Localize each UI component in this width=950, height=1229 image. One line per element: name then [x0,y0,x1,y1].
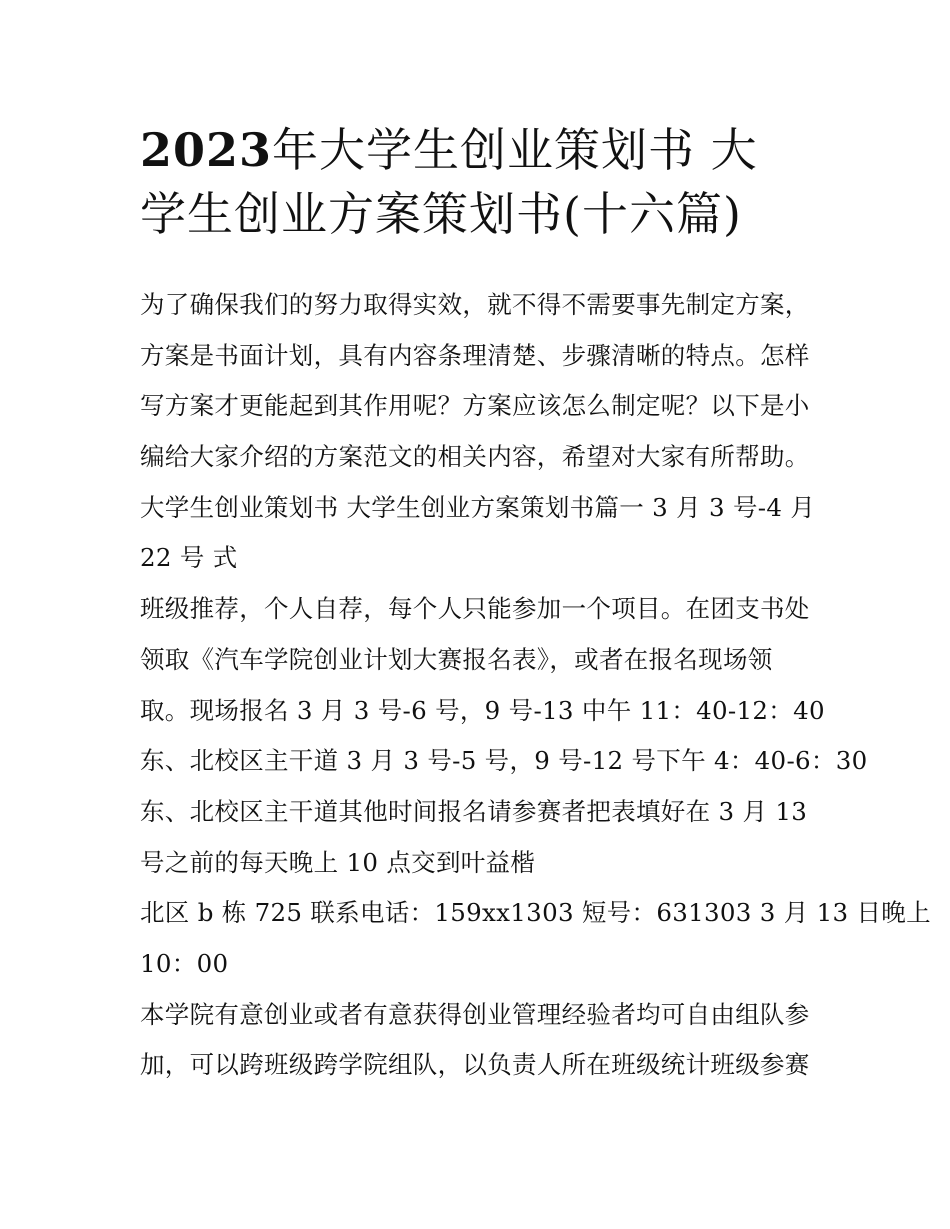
title-line [140,182,820,246]
body-line: 加，可以跨班级跨学院组队，以负责人所在班级统计班级参赛 [140,1050,810,1080]
body-line: 22 号 式 [140,543,238,573]
body-line: 东、北校区主干道 3 月 3 号-5 号，9 号-12 号下午 4：40-6：30 [140,746,868,776]
body-line: 编给大家介绍的方案范文的相关内容，希望对大家有所帮助。 [140,442,810,472]
body-line: 班级推荐，个人自荐，每个人只能参加一个项目。在团支书处 [140,594,810,624]
body-line: 大学生创业策划书 大学生创业方案策划书篇一 3 月 3 号-4 月 [140,492,816,522]
body-line: 写方案才更能起到其作用呢？方案应该怎么制定呢？以下是小 [140,391,810,421]
title-text: 学生创业方案策划书(十六篇) [140,187,742,241]
body-line: 北区 b 栋 725 联系电话：159xx1303 短号：631303 3 月 13 日晚上 [140,898,931,928]
title-year: 2023 [140,123,273,177]
body-line: 取。现场报名 3 月 3 号-6 号，9 号-13 中午 11：40-12：40 [140,695,825,725]
title-line [140,118,820,182]
body-line: 10：00 [140,948,229,978]
body-line: 为了确保我们的努力取得实效，就不得不需要事先制定方案， [140,290,810,319]
body-line: 号之前的每天晚上 10 点交到叶益楷 [140,847,536,877]
body-line: 方案是书面计划，具有内容条理清楚、步骤清晰的特点。怎样 [140,340,810,370]
body-line: 本学院有意创业或者有意获得创业管理经验者均可自由组队参 [140,999,810,1029]
body-line: 东、北校区主干道其他时间报名请参赛者把表填好在 3 月 13 [140,796,808,826]
body-line: 领取《汽车学院创业计划大赛报名表》，或者在报名现场领 [140,644,773,674]
document-body [140,280,931,1091]
title-text: 年大学生创业策划书 大 [272,123,758,177]
document-title [140,118,820,246]
